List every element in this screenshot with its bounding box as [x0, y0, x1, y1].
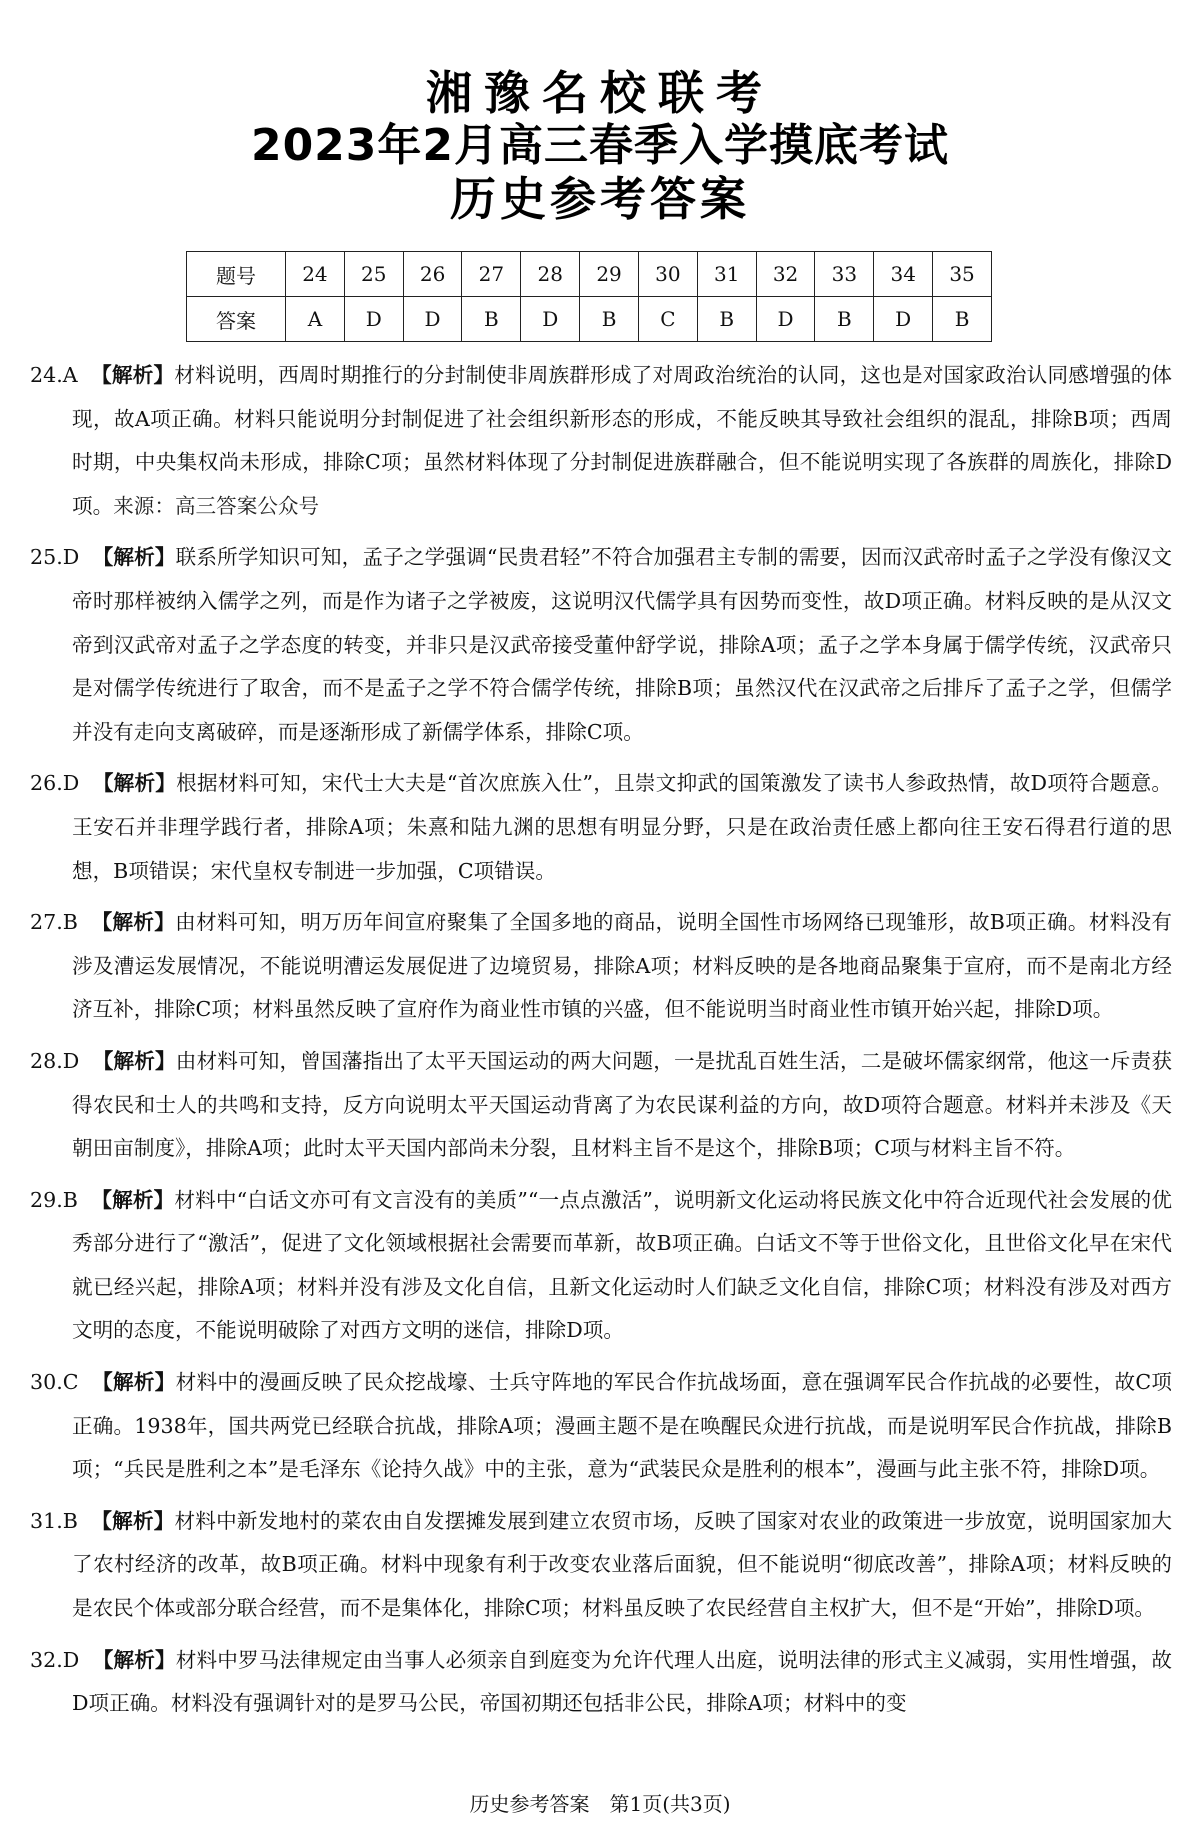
explanation-item-26 — [30, 762, 1172, 893]
question-number-cell: 28 — [521, 252, 580, 297]
item-label: 25.D — [30, 545, 80, 570]
item-label: 29.B — [30, 1187, 78, 1212]
answer-table — [186, 251, 992, 342]
explanation-item-32 — [30, 1639, 1172, 1726]
analysis-tag: 【解析】 — [91, 1508, 175, 1533]
item-label: 32.D — [30, 1647, 80, 1672]
question-number-cell: 29 — [580, 252, 639, 297]
explanation-item-31 — [30, 1500, 1172, 1631]
subject-title: 历史参考答案 — [450, 172, 750, 227]
answer-cell: A — [286, 297, 345, 342]
answer-cell: B — [815, 297, 874, 342]
question-number-cell: 32 — [756, 252, 815, 297]
item-text: 材料中“白话文亦可有文言没有的美质”“一点点激活”，说明新文化运动将民族文化中符合近现代社会发展的优秀部分进行了“激活”，促进了文化领域根据社会需要而革新，故B项正确。白话文不等于世俗文化，且世俗文化早在宋代就已经兴起，排除A项；材料并没有涉及文化自信，且新文化运动时人们缺乏文化自信，排除C项；材料没有涉及对西方文明的态度，不能说明破除了对西方文明的迷信，排除D项。 — [72, 1187, 1173, 1343]
answer-header: 答案 — [187, 297, 286, 342]
analysis-tag: 【解析】 — [92, 1647, 176, 1672]
explanation-item-29 — [30, 1179, 1172, 1353]
question-number-cell: 27 — [462, 252, 521, 297]
answer-cell: B — [580, 297, 639, 342]
answer-cell: B — [462, 297, 521, 342]
explanation-item-30 — [30, 1361, 1172, 1492]
exam-union-title: 湘豫名校联考 — [426, 66, 774, 120]
item-text: 联系所学知识可知，孟子之学强调“民贵君轻”不符合加强君主专制的需要，因而汉武帝时孟子之学没有像汉文帝时那样被纳入儒学之列，而是作为诸子之学被废，这说明汉代儒学具有因势而变性，故D项正确。材料反映的是从汉文帝到汉武帝对孟子之学态度的转变，并非只是汉武帝接受董仲舒学说，排除A项；孟子之学本身属于儒学传统，汉武帝只是对儒学传统进行了取舍，而不是孟子之学不符合儒学传统，排除B项；虽然汉代在汉武帝之后排斥了孟子之学，但儒学并没有走向支离破碎，而是逐渐形成了新儒学体系，排除C项。 — [72, 545, 1173, 744]
answer-cell: B — [933, 297, 992, 342]
item-label: 30.C — [30, 1370, 79, 1395]
item-label: 31.B — [30, 1508, 78, 1533]
answer-cell: D — [344, 297, 403, 342]
explanation-item-25 — [30, 536, 1172, 754]
item-text: 材料中罗马法律规定由当事人必须亲自到庭变为允许代理人出庭，说明法律的形式主义减弱，实用性增强，故D项正确。材料没有强调针对的是罗马公民，帝国初期还包括非公民，排除A项；材料中的变 — [72, 1647, 1173, 1716]
analysis-tag: 【解析】 — [92, 545, 176, 570]
item-text: 材料说明，西周时期推行的分封制使非周族群形成了对周政治统治的认同，这也是对国家政治认同感增强的体现，故A项正确。材料只能说明分封制促进了社会组织新形态的形成，不能反映其导致社会组织的混乱，排除B项；西周时期，中央集权尚未形成，排除C项；虽然材料体现了分封制促进族群融合，但不能说明实现了各族群的周族化，排除D项。 — [72, 363, 1173, 518]
question-number-row — [187, 252, 992, 297]
item-label: 27.B — [30, 910, 78, 935]
question-number-cell: 24 — [286, 252, 345, 297]
answer-cell: D — [756, 297, 815, 342]
item-label: 26.D — [30, 771, 80, 796]
analysis-tag: 【解析】 — [91, 1187, 175, 1212]
question-number-cell: 34 — [874, 252, 933, 297]
question-number-header: 题号 — [187, 252, 286, 297]
answer-cell: C — [638, 297, 697, 342]
item-text: 材料中的漫画反映了民众挖战壕、士兵守阵地的军民合作抗战场面，意在强调军民合作抗战的必要性，故C项正确。1938年，国共两党已经联合抗战，排除A项；漫画主题不是在唤醒民众进行抗战，而是说明军民合作抗战，排除B项；“兵民是胜利之本”是毛泽东《论持久战》中的主张，意为“武装民众是胜利的根本”，漫画与此主张不符，排除D项。 — [72, 1370, 1173, 1482]
item-label: 28.D — [30, 1048, 80, 1073]
item-text: 由材料可知，明万历年间宣府聚集了全国多地的商品，说明全国性市场网络已现雏形，故B项正确。材料没有涉及漕运发展情况，不能说明漕运发展促进了边境贸易，排除A项；材料反映的是各地商品聚集于宣府，而不是南北方经济互补，排除C项；材料虽然反映了宣府作为商业性市镇的兴盛，但不能说明当时商业性市镇开始兴起，排除D项。 — [72, 910, 1173, 1022]
explanation-item-24 — [30, 354, 1172, 528]
item-text: 材料中新发地村的菜农由自发摆摊发展到建立农贸市场，反映了国家对农业的政策进一步放宽，说明国家加大了农村经济的改革，故B项正确。材料中现象有利于改变农业落后面貌，但不能说明“彻底改善”，排除A项；材料反映的是农民个体或部分联合经营，而不是集体化，排除C项；材料虽反映了农民经营自主权扩大，但不是“开始”，排除D项。 — [72, 1508, 1173, 1621]
answer-cell: D — [874, 297, 933, 342]
analysis-tag: 【解析】 — [92, 1370, 176, 1395]
analysis-tag: 【解析】 — [91, 363, 175, 387]
question-number-cell: 26 — [403, 252, 462, 297]
question-number-cell: 30 — [638, 252, 697, 297]
title-block — [0, 66, 1200, 226]
answer-row — [187, 297, 992, 342]
answer-cell: B — [697, 297, 756, 342]
page-footer: 历史参考答案 第1页(共3页) — [469, 1792, 731, 1816]
question-number-cell: 33 — [815, 252, 874, 297]
question-number-cell: 31 — [697, 252, 756, 297]
explanation-list — [30, 354, 1172, 1734]
answer-cell: D — [521, 297, 580, 342]
source-note: 来源：高三答案公众号 — [113, 493, 320, 518]
item-label: 24.A — [30, 363, 78, 387]
analysis-tag: 【解析】 — [91, 910, 176, 935]
explanation-item-27 — [30, 901, 1172, 1032]
question-number-cell: 35 — [933, 252, 992, 297]
question-number-cell: 25 — [344, 252, 403, 297]
item-text: 根据材料可知，宋代士大夫是“首次庶族入仕”，且崇文抑武的国策激发了读书人参政热情，故D项符合题意。王安石并非理学践行者，排除A项；朱熹和陆九渊的思想有明显分野，只是在政治责任感上都向往王安石得君行道的思想，B项错误；宋代皇权专制进一步加强，C项错误。 — [72, 771, 1173, 883]
explanation-item-28 — [30, 1040, 1172, 1171]
analysis-tag: 【解析】 — [92, 771, 177, 796]
item-text: 由材料可知，曾国藩指出了太平天国运动的两大问题，一是扰乱百姓生活，二是破坏儒家纲常，他这一斥责获得农民和士人的共鸣和支持，反方向说明太平天国运动背离了为农民谋利益的方向，故D项符合题意。材料并未涉及《天朝田亩制度》，排除A项；此时太平天国内部尚未分裂，且材料主旨不是这个，排除B项；C项与材料主旨不符。 — [72, 1048, 1173, 1161]
exam-name-title: 2023年2月高三春季入学摸底考试 — [250, 120, 950, 172]
answer-cell: D — [403, 297, 462, 342]
analysis-tag: 【解析】 — [92, 1048, 176, 1073]
